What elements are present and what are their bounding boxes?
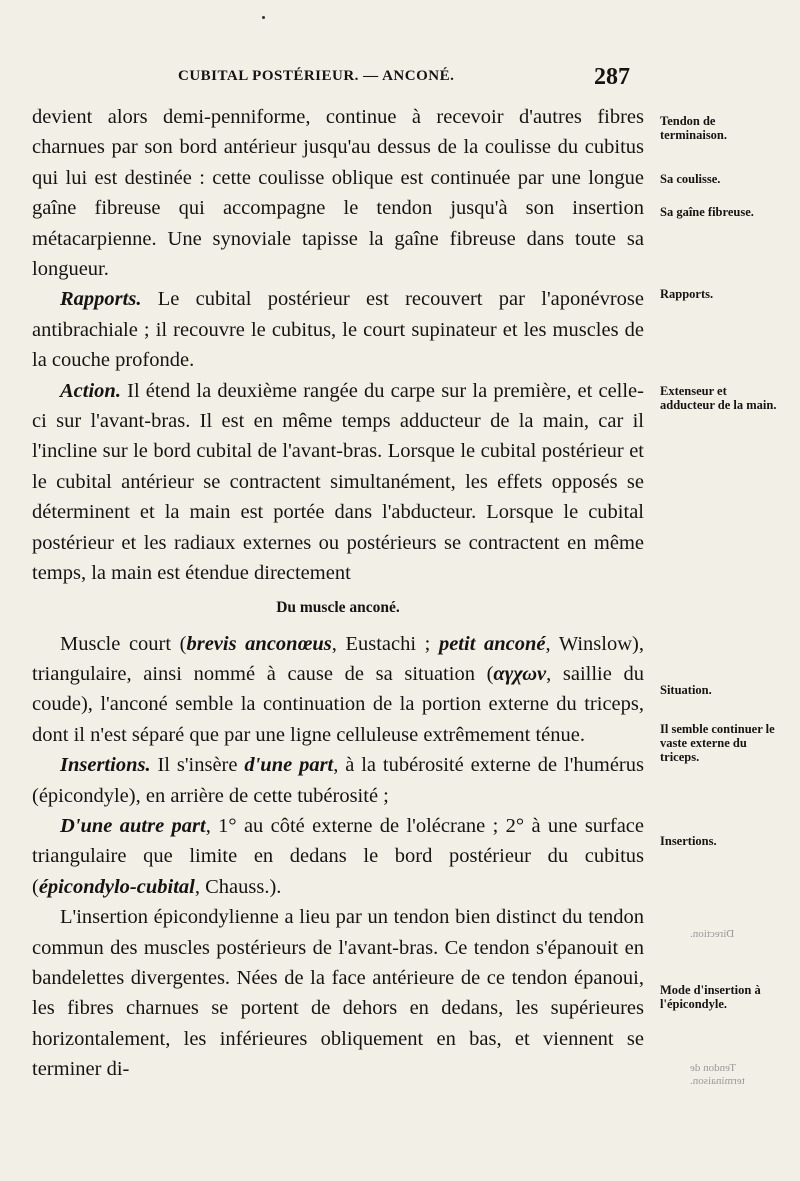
bleed-through-tendon: Tendon de terminaison. bbox=[690, 1062, 745, 1087]
paragraph-epicondyle: L'insertion épicondylienne a lieu par un tendon bien distinct du tendon commun des muscles postérieurs de l'avant-bras. Ce tendon s'épanouit en bandelettes divergentes. Nées de la face antérieure de ce tendon épanoui, les fibres charnues se portent de dehors en dedans, les supérieures horizontalement, les inférieures obliquement en bas, et viennent se terminer di- bbox=[32, 906, 644, 1081]
margin-note-continuer: Il semble continuer le vaste externe du triceps. bbox=[660, 722, 775, 764]
margin-note-rapports: Rapports. bbox=[660, 287, 714, 301]
latin-name: brevis anconœus bbox=[186, 632, 332, 655]
desc-text-c: , Winslow), triangulaire, ainsi nommé à cause de sa situation ( bbox=[32, 632, 644, 685]
margin-note-coulisse: Sa coulisse. bbox=[660, 172, 721, 186]
action-text: Il étend la deuxième rangée du carpe sur la première, et celle-ci sur l'avant-bras. Il est en même temps adducteur de la main, car il l'incline sur le bord cubital de l'avant-bras. Lorsque le cubital postérieur et le cubital antérieur se contractent simultanément, les effets opposés se déterminent et la main est portée dans l'abducteur. Lorsque le cubital postérieur et les radiaux externes ou postérieurs se contractent en même temps, la main est étendue directement bbox=[32, 379, 644, 585]
paragraph-rapports bbox=[32, 284, 644, 375]
greek-word: αγχων bbox=[493, 662, 547, 685]
desc-text-b: , Eustachi ; bbox=[331, 632, 439, 655]
margin-note-insertions: Insertions. bbox=[660, 834, 717, 848]
insertions-text-a: Il s'insère bbox=[150, 754, 245, 777]
autre-part-text-a: , 1° au côté externe de l'olécrane ; 2° à une surface triangulaire que limite en dedans le bord postérieur du cubitus ( bbox=[32, 814, 645, 898]
print-speck bbox=[262, 16, 265, 19]
desc-text-d: , saillie du coude), l'anconé semble la continuation de la portion externe du triceps, dont il n'est séparé que par une ligne celluleuse extrêmement ténue. bbox=[32, 662, 644, 746]
autre-part-text-b: , Chauss.). bbox=[194, 875, 282, 898]
margin-note-situation: Situation. bbox=[660, 683, 712, 697]
rapports-text: Le cubital postérieur est recouvert par l'aponévrose antibrachiale ; il recouvre le cubitus, le court supinateur et les muscles de la couche profonde. bbox=[32, 288, 644, 372]
paragraph-tendon: devient alors demi-penniforme, continue à recevoir d'autres fibres charnues par son bord antérieur jusqu'au dessus de la coulisse du cubitus qui lui est destinée : cette coulisse oblique est continuée par une longue gaîne fibreuse qui accompagne le tendon jusqu'à son insertion métacarpienne. Une synoviale tapisse la gaîne fibreuse dans toute sa longueur. bbox=[32, 106, 644, 281]
margin-note-extenseur: Extenseur et adducteur de la main. bbox=[660, 384, 777, 412]
label-insertions: Insertions. bbox=[60, 754, 151, 777]
paragraph-insertions bbox=[32, 750, 644, 811]
page-number: 287 bbox=[594, 64, 630, 90]
bleed-through-direction: Direction. bbox=[690, 928, 735, 940]
margin-note-mode: Mode d'insertion à l'épicondyle. bbox=[660, 983, 761, 1011]
insertions-text-b: , à la tubérosité externe de l'humérus (épicondyle), en arrière de cette tubérosité ; bbox=[32, 754, 644, 807]
label-autre-part: D'une autre part bbox=[60, 814, 206, 837]
french-name: petit anconé bbox=[438, 632, 546, 655]
section-title: Du muscle anconé. bbox=[276, 598, 400, 616]
label-une-part: d'une part bbox=[244, 754, 334, 777]
main-text bbox=[32, 102, 644, 1085]
running-header: CUBITAL POSTÉRIEUR. — ANCONÉ. bbox=[178, 68, 455, 84]
paragraph-action bbox=[32, 376, 644, 589]
paragraph-autre-part bbox=[32, 811, 644, 902]
label-action: Action. bbox=[60, 379, 121, 402]
label-rapports: Rapports. bbox=[60, 288, 142, 311]
paragraph-description bbox=[32, 629, 644, 751]
desc-text-a: Muscle court ( bbox=[60, 632, 187, 655]
margin-note-gaine: Sa gaîne fibreuse. bbox=[660, 205, 754, 219]
epicondylo-term: épicondylo-cubital bbox=[38, 875, 195, 898]
margin-note-tendon: Tendon de terminaison. bbox=[660, 114, 728, 142]
